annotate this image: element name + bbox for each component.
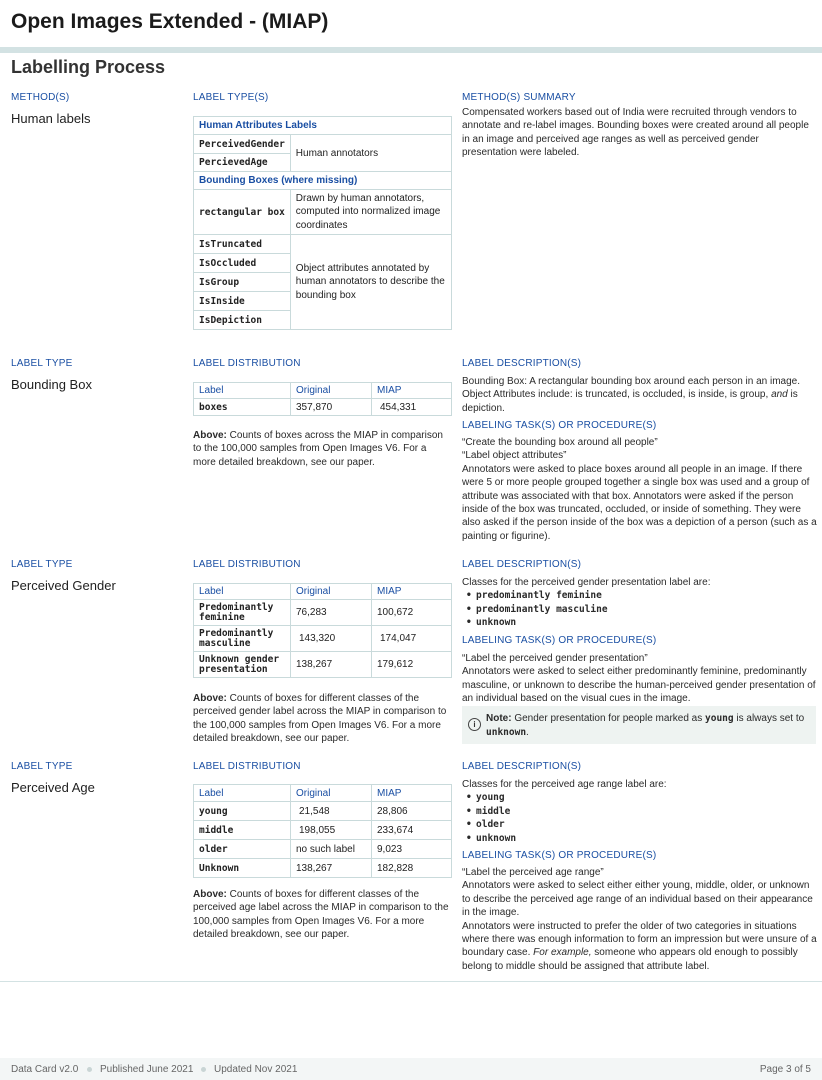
footer-version: Data Card v2.0 xyxy=(11,1064,79,1075)
footer-page-number: Page 3 of 5 xyxy=(759,1064,811,1075)
table-cell: 138,267 xyxy=(291,652,372,678)
labeling-task-label: LABELING TASK(S) OR PROCEDURE(S) xyxy=(462,420,657,431)
task-paragraph: Annotators were asked to place boxes around all people in an image. If there were 5 or more people grouped together a single box was used and a group of attribute was associated with that box. Annotators were asked if the person inside of the box was truncated, occluded, or inside of something. They were also asked if the person inside of the box was a depiction of a person (such as a painting or figurine). xyxy=(462,463,817,542)
class-list xyxy=(462,589,816,629)
note-part: is always set to xyxy=(733,713,805,724)
note-callout xyxy=(462,706,816,744)
summary-text: Compensated workers based out of India were recruited through vendors to annotate and re-label images. Bounding boxes were created around all people in an image and perceived age ranges as well as perceived gender presentation were labeled. xyxy=(462,107,809,159)
task-line: “Create the bounding box around all people” xyxy=(462,437,658,448)
table-cell: middle xyxy=(194,821,291,840)
label-type-label: LABEL TYPE xyxy=(11,358,73,369)
column-header: MIAP xyxy=(372,785,452,802)
task-line: “Label the perceived gender presentation” xyxy=(462,653,648,664)
task-part: someone who appears old enough to possibly belong to middle should be assigned that attribute label. xyxy=(462,947,798,972)
separator-dot-icon xyxy=(201,1067,206,1072)
distribution-caption xyxy=(193,692,455,746)
column-header: Label xyxy=(194,383,291,399)
desc-text-end: is depiction. xyxy=(462,389,798,414)
table-row xyxy=(194,600,452,626)
column-header: Original xyxy=(291,383,372,399)
list-item: • unknown xyxy=(476,616,816,629)
methods-label: METHOD(S) xyxy=(11,92,70,103)
column-header: MIAP xyxy=(372,584,452,600)
task-line: “Label object attributes” xyxy=(462,450,567,462)
table-cell: IsTruncated xyxy=(194,235,291,254)
document-title: Open Images Extended - (MIAP) xyxy=(11,10,329,33)
table-cell: Predominantly feminine xyxy=(194,600,291,626)
title-divider xyxy=(0,47,822,53)
footer-updated: Updated Nov 2021 xyxy=(214,1064,298,1075)
table-cell: PercievedAge xyxy=(194,154,291,172)
column-header: Original xyxy=(291,584,372,600)
caption-text: Counts of boxes across the MIAP in comparison to the 100,000 samples from Open Images V6. For a more detailed breakdown, see our paper. xyxy=(193,430,443,468)
distribution-table xyxy=(193,784,452,878)
table-cell: IsDepiction xyxy=(194,311,291,330)
label-distribution-label: LABEL DISTRIBUTION xyxy=(193,559,301,570)
table-cell: 174,047 xyxy=(372,626,452,652)
column-header: MIAP xyxy=(372,383,452,399)
task-italic: For example, xyxy=(533,947,592,959)
caption-lead: Above: xyxy=(193,430,227,441)
table-cell: 21,548 xyxy=(291,802,372,821)
labeling-task-text xyxy=(462,436,818,543)
desc-italic: and xyxy=(771,389,788,401)
table-cell: 182,828 xyxy=(372,859,452,878)
table-cell: older xyxy=(194,840,291,859)
distribution-table xyxy=(193,382,452,416)
bottom-divider xyxy=(0,981,822,982)
caption-text: Counts of boxes for different classes of the perceived age label across the MIAP in comparison to the 100,000 samples from Open Images V6. For a more detailed breakdown, see our paper. xyxy=(193,889,449,941)
label-description-text xyxy=(462,576,816,630)
column-header: Original xyxy=(291,785,372,802)
distribution-caption xyxy=(193,888,452,942)
table-cell: 143,320 xyxy=(291,626,372,652)
note-text xyxy=(486,712,812,740)
table-cell: Human annotators xyxy=(290,135,451,172)
note-code: young xyxy=(705,713,734,724)
table-cell: IsGroup xyxy=(194,273,291,292)
table-cell: no such label xyxy=(291,840,372,859)
list-item: • predominantly feminine xyxy=(476,589,816,602)
label-description-label: LABEL DESCRIPTION(S) xyxy=(462,761,582,772)
footer-published: Published June 2021 xyxy=(100,1064,194,1075)
table-cell: Object attributes annotated by human annotators to describe the bounding box xyxy=(290,235,451,330)
table-cell: PerceivedGender xyxy=(194,135,291,154)
table-row xyxy=(194,859,452,878)
table-cell: rectangular box xyxy=(194,190,291,235)
table-cell: 198,055 xyxy=(291,821,372,840)
column-header: Label xyxy=(194,584,291,600)
info-icon: i xyxy=(468,718,481,731)
label-description-text xyxy=(462,375,816,415)
table-cell: Unknown xyxy=(194,859,291,878)
column-header: Label xyxy=(194,785,291,802)
table-cell: Unknown gender presentation xyxy=(194,652,291,678)
label-distribution-label: LABEL DISTRIBUTION xyxy=(193,358,301,369)
label-types-table xyxy=(193,116,452,330)
label-description-label: LABEL DESCRIPTION(S) xyxy=(462,358,582,369)
footer xyxy=(0,1058,822,1080)
table-row xyxy=(194,840,452,859)
group-title: Bounding Boxes (where missing) xyxy=(194,172,452,190)
table-cell: Drawn by human annotators, computed into normalized image coordinates xyxy=(290,190,451,235)
desc-text: Classes for the perceived gender presentation label are: xyxy=(462,577,711,588)
task-paragraph: Annotators were asked to select either predominantly feminine, predominantly masculine, or unknown to describe the human-perceived gender presentation of an individual based on the visual cues in the image. xyxy=(462,666,816,705)
note-part: . xyxy=(526,727,529,738)
list-item: • middle xyxy=(476,805,816,818)
section-title: Labelling Process xyxy=(11,57,166,77)
table-row xyxy=(194,821,452,840)
table-cell: 76,283 xyxy=(291,600,372,626)
table-row xyxy=(194,399,452,416)
table-cell: 179,612 xyxy=(372,652,452,678)
table-cell: boxes xyxy=(194,399,291,416)
task-line: “Label the perceived age range” xyxy=(462,867,604,878)
labeling-task-label: LABELING TASK(S) OR PROCEDURE(S) xyxy=(462,850,657,861)
table-row xyxy=(194,802,452,821)
task-paragraph: Annotators were asked to select either either young, middle, older, or unknown to describe the perceived age range of an individual based on their appearance in the image. xyxy=(462,880,813,919)
table-row xyxy=(194,626,452,652)
summary-label: METHOD(S) SUMMARY xyxy=(462,92,576,103)
table-cell: young xyxy=(194,802,291,821)
table-cell: 357,870 xyxy=(291,399,372,416)
task-paragraph xyxy=(462,920,818,974)
separator-dot-icon xyxy=(87,1067,92,1072)
table-cell: 138,267 xyxy=(291,859,372,878)
label-type-value: Perceived Gender xyxy=(11,578,116,593)
table-cell: 28,806 xyxy=(372,802,452,821)
list-item: • young xyxy=(476,791,816,804)
caption-lead: Above: xyxy=(193,693,227,704)
note-part: Gender presentation for people marked as xyxy=(511,713,706,724)
methods-value: Human labels xyxy=(11,111,91,126)
note-code: unknown xyxy=(486,727,527,738)
list-item: • unknown xyxy=(476,832,816,845)
labeling-task-label: LABELING TASK(S) OR PROCEDURE(S) xyxy=(462,635,657,646)
table-cell: 100,672 xyxy=(372,600,452,626)
label-description-text xyxy=(462,778,816,845)
distribution-caption xyxy=(193,429,452,469)
list-item: • older xyxy=(476,818,816,831)
distribution-table xyxy=(193,583,452,678)
table-cell: 454,331 xyxy=(372,399,452,416)
caption-text: Counts of boxes for different classes of the perceived gender label across the MIAP in comparison to the 100,000 samples from Open Images V6. For a more detailed breakdown, see our paper. xyxy=(193,693,447,745)
task-part: Annotators were instructed to prefer the older of two categories in situations where there was enough information to form an impression but were unsure of a boundary case. xyxy=(462,920,817,959)
table-cell: IsInside xyxy=(194,292,291,311)
labeling-task-text xyxy=(462,866,818,973)
caption-lead: Above: xyxy=(193,889,227,900)
note-lead: Note: xyxy=(486,713,512,724)
desc-text: Classes for the perceived age range label are: xyxy=(462,779,667,790)
table-cell: IsOccluded xyxy=(194,254,291,273)
group-title: Human Attributes Labels xyxy=(194,117,452,135)
label-distribution-label: LABEL DISTRIBUTION xyxy=(193,761,301,772)
table-cell: Predominantly masculine xyxy=(194,626,291,652)
label-type-value: Bounding Box xyxy=(11,377,92,392)
table-cell: 9,023 xyxy=(372,840,452,859)
desc-text: Bounding Box: A rectangular bounding box around each person in an image. Object Attributes include: is truncated, is occluded, is inside, is group, xyxy=(462,376,801,401)
label-type-label: LABEL TYPE xyxy=(11,761,73,772)
label-type-label: LABEL TYPE xyxy=(11,559,73,570)
list-item: • predominantly masculine xyxy=(476,603,816,616)
label-description-label: LABEL DESCRIPTION(S) xyxy=(462,559,582,570)
class-list xyxy=(462,791,816,845)
label-types-label: LABEL TYPE(S) xyxy=(193,92,269,103)
labeling-task-text xyxy=(462,652,818,706)
table-cell: 233,674 xyxy=(372,821,452,840)
label-type-value: Perceived Age xyxy=(11,780,95,795)
table-row xyxy=(194,652,452,678)
